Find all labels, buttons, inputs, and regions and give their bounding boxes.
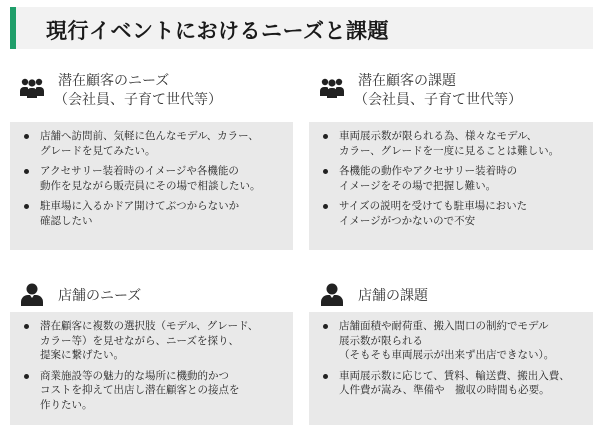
- person-icon: [318, 280, 346, 308]
- person-icon: [18, 280, 46, 308]
- store-issues-heading: 店舗の課題: [358, 288, 428, 304]
- page-title: 現行イベントにおけるニーズと課題: [46, 19, 389, 43]
- list-item: 駐車場に入るかドア開けてぶつからないか 確認したい: [22, 199, 285, 228]
- section-head-potential-needs: [18, 70, 288, 110]
- list-item: 潜在顧客に複数の選択肢（モデル、グレード、 カラー等）を見せながら、ニーズを探り、 提案に繋げたい。: [22, 319, 285, 363]
- potential-issues-box: [309, 122, 593, 250]
- store-issues-box: [309, 312, 593, 425]
- list-item: 各機能の動作やアクセサリー装着時の イメージをその場で把握し難い。: [321, 164, 585, 193]
- potential-needs-list: [22, 129, 285, 228]
- title-bar: [10, 7, 593, 49]
- potential-issues-subheading: （会社員、子育て世代等）: [354, 92, 522, 108]
- potential-needs-box: [10, 122, 293, 250]
- list-item: 車両展示数が限られる為、様々なモデル、 カラー、グレードを一度に見ることは難しい。: [321, 129, 585, 158]
- section-head-store-needs: [18, 276, 288, 316]
- list-item: アクセサリー装着時のイメージや各機能の 動作を見ながら販売員にその場で相談したい。: [22, 164, 285, 193]
- section-head-store-issues: [318, 276, 588, 316]
- potential-needs-subheading: （会社員、子育て世代等）: [54, 92, 222, 108]
- potential-issues-heading: 潜在顧客の課題: [358, 73, 456, 89]
- list-item: 店舗へ訪問前、気軽に色んなモデル、カラー、 グレードを見てみたい。: [22, 129, 285, 158]
- list-item: 店舗面積や耐荷重、搬入間口の制約でモデル 展示数が限られる （そもそも車両展示が出来ず出店できない）。: [321, 319, 585, 363]
- potential-needs-heading: 潜在顧客のニーズ: [58, 73, 170, 89]
- group-people-icon: [318, 74, 346, 102]
- section-head-potential-issues: [318, 70, 588, 110]
- store-needs-heading: 店舗のニーズ: [58, 288, 142, 304]
- list-item: サイズの説明を受けても駐車場においた イメージがつかないので不安: [321, 199, 585, 228]
- list-item: 商業施設等の魅力的な場所に機動的かつ コストを抑えて出店し潜在顧客との接点を 作りたい。: [22, 369, 285, 413]
- store-issues-list: [321, 319, 585, 398]
- potential-issues-list: [321, 129, 585, 228]
- store-needs-list: [22, 319, 285, 412]
- group-people-icon: [18, 74, 46, 102]
- store-needs-box: [10, 312, 293, 425]
- list-item: 車両展示数に応じて、賃料、輸送費、搬出入費、 人件費が嵩み、準備や 撤収の時間も必要。: [321, 369, 585, 398]
